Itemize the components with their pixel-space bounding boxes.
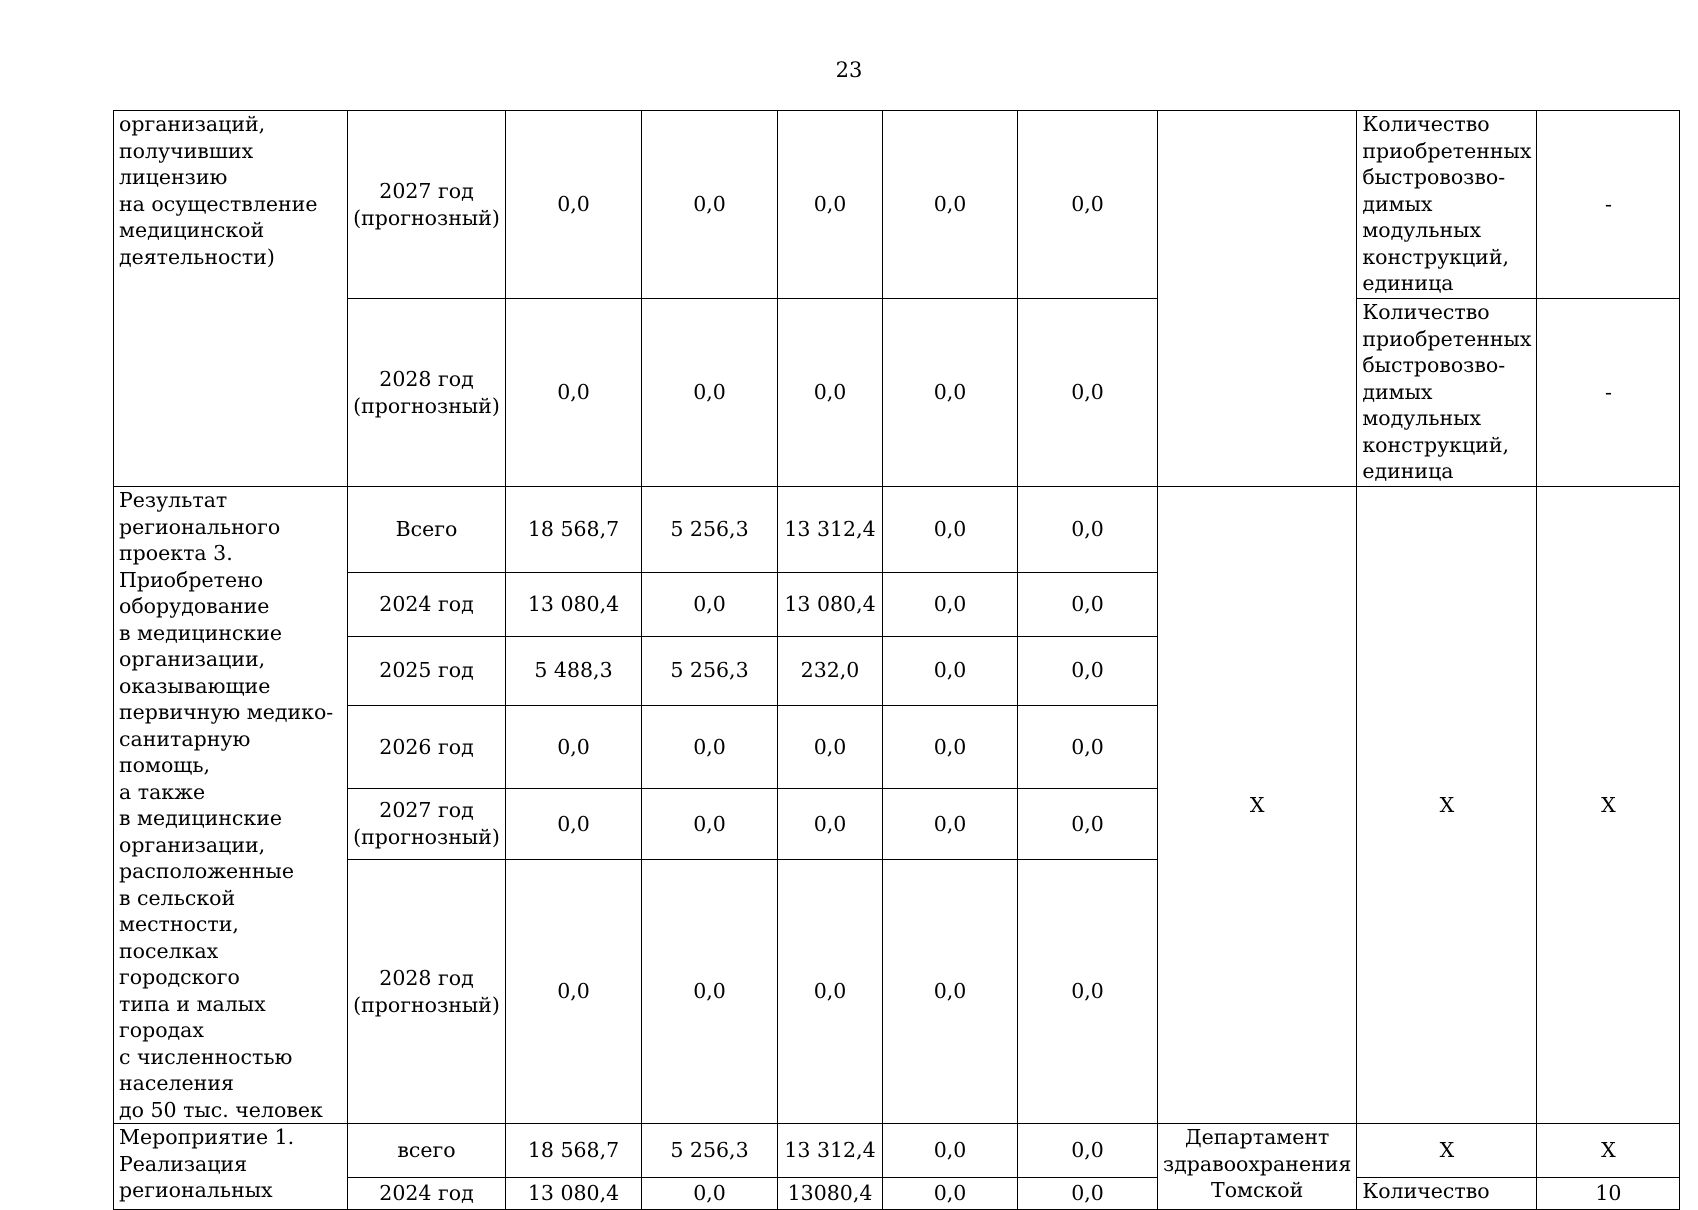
value-cell: 0,0 bbox=[642, 860, 778, 1124]
value-cell: 13 080,4 bbox=[778, 572, 883, 636]
table-row bbox=[114, 111, 1680, 299]
value-cell: 18 568,7 bbox=[506, 1124, 642, 1178]
value-cell: 5 488,3 bbox=[506, 636, 642, 705]
value-cell: 0,0 bbox=[1018, 788, 1158, 859]
value-cell: 13 080,4 bbox=[506, 572, 642, 636]
indicator-cell: Количество приобретенных быстровозво- димых модульных конструкций, единица bbox=[1357, 111, 1537, 299]
value-cell: 0,0 bbox=[642, 788, 778, 859]
value-cell: 0,0 bbox=[778, 705, 883, 788]
value-cell: 0,0 bbox=[778, 299, 883, 487]
row-description: Мероприятие 1. Реализация региональных bbox=[114, 1124, 348, 1210]
indicator-cell: X bbox=[1357, 487, 1537, 1124]
indicator-value-cell: - bbox=[1537, 299, 1680, 487]
value-cell: 0,0 bbox=[883, 572, 1018, 636]
value-cell: 0,0 bbox=[778, 111, 883, 299]
table-row bbox=[114, 299, 1680, 487]
value-cell: 13 080,4 bbox=[506, 1178, 642, 1210]
value-cell: 0,0 bbox=[883, 111, 1018, 299]
indicator-cell: X bbox=[1357, 1124, 1537, 1178]
indicator-value-cell: - bbox=[1537, 111, 1680, 299]
value-cell: 0,0 bbox=[1018, 705, 1158, 788]
value-cell: 13 312,4 bbox=[778, 487, 883, 573]
table-row bbox=[114, 487, 1680, 573]
value-cell: 5 256,3 bbox=[642, 1124, 778, 1178]
value-cell: 0,0 bbox=[883, 487, 1018, 573]
value-cell: 18 568,7 bbox=[506, 487, 642, 573]
value-cell: 5 256,3 bbox=[642, 636, 778, 705]
period-cell: 2028 год (прогнозный) bbox=[348, 860, 506, 1124]
value-cell: 0,0 bbox=[883, 636, 1018, 705]
table-row bbox=[114, 1178, 1680, 1210]
value-cell: 0,0 bbox=[778, 788, 883, 859]
indicator-value-cell: X bbox=[1537, 487, 1680, 1124]
value-cell: 0,0 bbox=[642, 299, 778, 487]
executor-cell bbox=[1158, 111, 1357, 487]
value-cell: 0,0 bbox=[778, 860, 883, 1124]
period-cell: 2026 год bbox=[348, 705, 506, 788]
value-cell: 5 256,3 bbox=[642, 487, 778, 573]
value-cell: 0,0 bbox=[506, 705, 642, 788]
period-cell: 2024 год bbox=[348, 572, 506, 636]
period-cell: Всего bbox=[348, 487, 506, 573]
value-cell: 0,0 bbox=[642, 111, 778, 299]
value-cell: 0,0 bbox=[883, 1124, 1018, 1178]
value-cell: 0,0 bbox=[1018, 1124, 1158, 1178]
value-cell: 0,0 bbox=[1018, 572, 1158, 636]
value-cell: 0,0 bbox=[1018, 299, 1158, 487]
value-cell: 13080,4 bbox=[778, 1178, 883, 1210]
period-cell: 2027 год (прогнозный) bbox=[348, 788, 506, 859]
value-cell: 0,0 bbox=[506, 111, 642, 299]
executor-cell: X bbox=[1158, 487, 1357, 1124]
row-description: организаций, получивших лицензию на осуществление медицинской деятельности) bbox=[114, 111, 348, 487]
indicator-value-cell: X bbox=[1537, 1124, 1680, 1178]
value-cell: 0,0 bbox=[1018, 636, 1158, 705]
table-row bbox=[114, 1124, 1680, 1178]
indicator-cell: Количество приобретенных быстровозво- димых модульных конструкций, единица bbox=[1357, 299, 1537, 487]
row-description: Результат регионального проекта 3. Приобретено оборудование в медицинские организации, оказывающие первичную медико- санитарную помощь, а также в медицинские организации, расположенные в сельской местности, поселках городского типа и малых городах с численностью населения до 50 тыс. человек bbox=[114, 487, 348, 1124]
indicator-cell: Количество bbox=[1357, 1178, 1537, 1210]
value-cell: 0,0 bbox=[1018, 111, 1158, 299]
executor-cell: Департамент здравоохранения Томской bbox=[1158, 1124, 1357, 1210]
value-cell: 0,0 bbox=[506, 299, 642, 487]
value-cell: 0,0 bbox=[1018, 487, 1158, 573]
period-cell: 2025 год bbox=[348, 636, 506, 705]
value-cell: 0,0 bbox=[1018, 860, 1158, 1124]
value-cell: 232,0 bbox=[778, 636, 883, 705]
value-cell: 0,0 bbox=[506, 860, 642, 1124]
value-cell: 0,0 bbox=[883, 299, 1018, 487]
value-cell: 0,0 bbox=[642, 572, 778, 636]
period-cell: всего bbox=[348, 1124, 506, 1178]
period-cell: 2024 год bbox=[348, 1178, 506, 1210]
value-cell: 0,0 bbox=[642, 1178, 778, 1210]
value-cell: 0,0 bbox=[883, 788, 1018, 859]
value-cell: 13 312,4 bbox=[778, 1124, 883, 1178]
page-number: 23 bbox=[835, 58, 863, 82]
value-cell: 0,0 bbox=[506, 788, 642, 859]
value-cell: 0,0 bbox=[883, 1178, 1018, 1210]
budget-table bbox=[113, 110, 1680, 1210]
period-cell: 2027 год (прогнозный) bbox=[348, 111, 506, 299]
value-cell: 0,0 bbox=[883, 705, 1018, 788]
indicator-value-cell: 10 bbox=[1537, 1178, 1680, 1210]
period-cell: 2028 год (прогнозный) bbox=[348, 299, 506, 487]
value-cell: 0,0 bbox=[642, 705, 778, 788]
value-cell: 0,0 bbox=[883, 860, 1018, 1124]
value-cell: 0,0 bbox=[1018, 1178, 1158, 1210]
